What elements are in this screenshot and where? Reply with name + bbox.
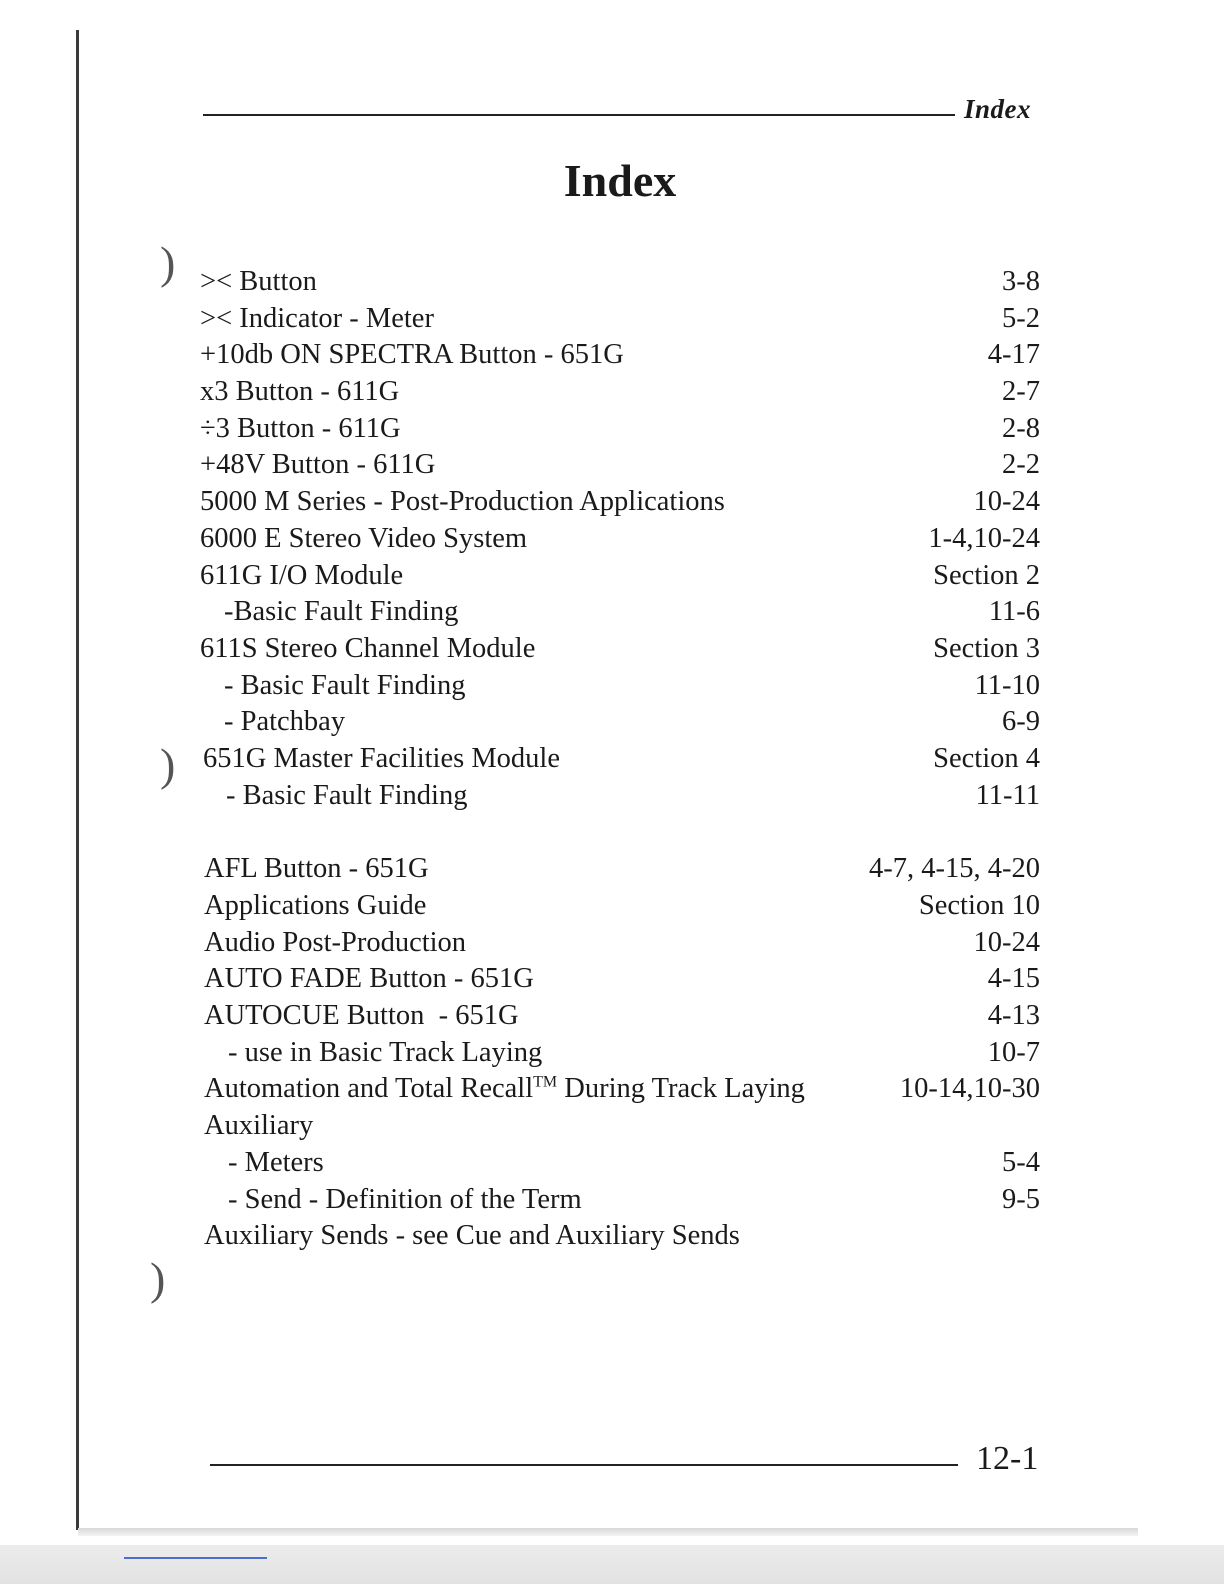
index-page-ref: 5-2 — [1002, 302, 1040, 334]
index-entry — [200, 925, 1040, 962]
index-term-part: Automation and Total Recall — [204, 1073, 534, 1105]
index-page-ref: Section 10 — [918, 890, 1040, 921]
header-rule — [203, 114, 955, 116]
index-term: - Send - Definition of the Term — [228, 1183, 582, 1215]
index-term: 611S Stereo Channel Module — [200, 632, 536, 664]
index-term-part: During Track Laying — [557, 1073, 805, 1105]
trademark-symbol: TM — [533, 1073, 558, 1091]
index-term: x3 Button - 611G — [200, 376, 400, 408]
index-page-ref: 4-15 — [987, 963, 1040, 995]
page-number: 12-1 — [976, 1440, 1039, 1477]
index-entry — [200, 411, 1040, 448]
index-term: - Meters — [228, 1146, 324, 1178]
index-entry — [200, 484, 1040, 521]
index-entry — [200, 631, 1040, 668]
index-page-ref: Section 4 — [933, 742, 1040, 774]
index-entry — [200, 1218, 1040, 1255]
index-term: - Basic Fault Finding — [226, 779, 468, 811]
index-term: Auxiliary — [204, 1110, 314, 1142]
index-term: AFL Button - 651G — [204, 853, 429, 885]
index-term: 6000 E Stereo Video System — [200, 522, 528, 554]
punch-hole-mark-bottom: ) — [150, 1253, 166, 1304]
running-header: Index — [964, 94, 1032, 124]
index-page-ref: Section 2 — [933, 559, 1040, 591]
punch-hole-mark-middle: ) — [160, 739, 176, 790]
index-entry — [200, 1108, 1040, 1145]
index-page-ref: 10-24 — [973, 926, 1040, 958]
index-term: Auxiliary Sends - see Cue and Auxiliary Sends — [204, 1220, 740, 1252]
index-term: - use in Basic Track Laying — [228, 1036, 543, 1068]
index-subentry — [200, 704, 1040, 741]
group-spacer — [200, 814, 1040, 851]
index-page-ref: 11-6 — [988, 596, 1040, 628]
index-term — [204, 1071, 805, 1107]
index-subentry — [200, 1182, 1040, 1219]
index-subentry — [200, 1145, 1040, 1182]
page-title: Index — [563, 155, 677, 206]
index-page-ref: 2-2 — [1002, 449, 1040, 481]
index-entry — [200, 741, 1040, 778]
index-page-ref: 2-7 — [1002, 376, 1040, 408]
index-term: AUTO FADE Button - 651G — [204, 963, 534, 995]
index-entry — [200, 998, 1040, 1035]
index-term: Audio Post-Production — [204, 926, 467, 958]
index-term: - Basic Fault Finding — [224, 669, 466, 701]
index-subentry — [200, 668, 1040, 705]
scanner-bottom-band — [0, 1545, 1224, 1584]
page-bottom-shadow — [78, 1528, 1138, 1536]
index-page-ref: 4-7, 4-15, 4-20 — [869, 853, 1040, 885]
index-entry — [200, 558, 1040, 595]
index-entry — [200, 1071, 1040, 1108]
index-entry — [200, 961, 1040, 998]
index-term: +10db ON SPECTRA Button - 651G — [200, 339, 624, 371]
index-entry — [200, 447, 1040, 484]
index-page-ref: 4-17 — [987, 339, 1040, 371]
index-list — [200, 264, 1040, 1255]
index-entry — [200, 374, 1040, 411]
index-page-ref: 11-10 — [974, 669, 1040, 701]
index-term: >< Button — [200, 266, 317, 297]
index-page-ref: 11-11 — [975, 779, 1040, 811]
index-entry — [200, 264, 1040, 301]
index-term: 611G I/O Module — [200, 559, 404, 591]
index-entry — [200, 851, 1040, 888]
index-entry — [200, 301, 1040, 338]
index-term: - Patchbay — [224, 706, 346, 738]
index-page-ref: 10-7 — [987, 1036, 1040, 1068]
scanner-blue-mark — [124, 1557, 267, 1559]
binding-edge — [76, 30, 79, 1530]
index-entry — [200, 521, 1040, 558]
index-term: Applications Guide — [204, 890, 427, 921]
index-entry — [200, 337, 1040, 374]
index-term: -Basic Fault Finding — [224, 596, 459, 628]
footer-rule — [210, 1464, 958, 1466]
index-term: AUTOCUE Button - 651G — [204, 1000, 519, 1032]
index-page-ref: 9-5 — [1002, 1183, 1040, 1215]
index-page-ref: 1-4,10-24 — [928, 522, 1040, 554]
index-term: +48V Button - 611G — [200, 449, 436, 481]
index-page-ref: 10-24 — [973, 486, 1040, 518]
index-term: >< Indicator - Meter — [200, 302, 434, 334]
punch-hole-mark-top: ) — [160, 237, 176, 288]
index-term: 651G Master Facilities Module — [203, 742, 560, 774]
index-subentry — [200, 594, 1040, 631]
index-page-ref: 3-8 — [1002, 266, 1040, 297]
index-page-ref: 10-14,10-30 — [899, 1073, 1040, 1105]
index-page-ref: 4-13 — [987, 1000, 1040, 1032]
index-term: 5000 M Series - Post-Production Applications — [200, 486, 725, 518]
index-page-ref: 2-8 — [1002, 412, 1040, 444]
index-entry — [200, 888, 1040, 925]
index-page-ref: 5-4 — [1002, 1146, 1040, 1178]
index-subentry — [200, 778, 1040, 815]
index-page-ref: 6-9 — [1002, 706, 1040, 738]
index-term: ÷3 Button - 611G — [200, 412, 401, 444]
index-subentry — [200, 1035, 1040, 1072]
index-page-ref: Section 3 — [933, 632, 1040, 664]
